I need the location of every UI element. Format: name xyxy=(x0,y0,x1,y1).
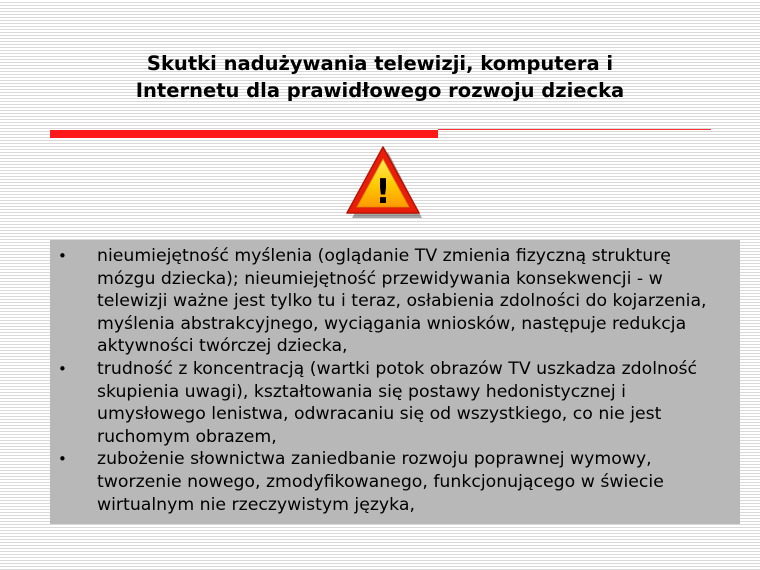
bullet-item xyxy=(50,358,732,448)
warning-exclamation-mark: ! xyxy=(375,172,391,212)
content-box xyxy=(50,240,740,524)
bullet-marker: • xyxy=(58,359,67,378)
bullet-list xyxy=(50,240,740,516)
bullet-item xyxy=(50,448,732,516)
bullet-item xyxy=(50,245,732,358)
bullet-text: trudność z koncentracją (wartki potok obrazów TV uszkadza zdolność skupienia uwagi), kształtowania się postawy hedonistycznej i umysłowego lenistwa, odwracaniu się od wszystkiego, co nie jest ruchomym obrazem, xyxy=(97,358,698,447)
title-underline-thick xyxy=(50,130,438,138)
title-underline-thin xyxy=(438,129,711,130)
warning-triangle-icon xyxy=(342,143,424,223)
bullet-text: zubożenie słownictwa zaniedbanie rozwoju poprawnej wymowy, tworzenie nowego, zmodyfikowanego, funkcjonującego w świecie wirtualnym nie rzeczywistym języka, xyxy=(97,449,664,515)
bullet-marker: • xyxy=(58,247,67,265)
slide-title xyxy=(40,50,720,104)
bullet-marker: • xyxy=(58,450,67,469)
bullet-text: nieumiejętność myślenia (oglądanie TV zmienia fizyczną strukturę mózgu dziecka); nieumiejętność przewidywania konsekwencji - w telewizji ważne jest tylko tu i teraz, osłabienia zdolności do kojarzenia, myślenia abstrakcyjnego, wyciągania wniosków, następuje redukcja aktywności twórczej dziecka, xyxy=(97,246,707,357)
slide-title-line-1: Skutki nadużywania telewizji, komputera i xyxy=(146,52,614,75)
slide-title-line-2: Internetu dla prawidłowego rozwoju dziecka xyxy=(135,79,625,102)
